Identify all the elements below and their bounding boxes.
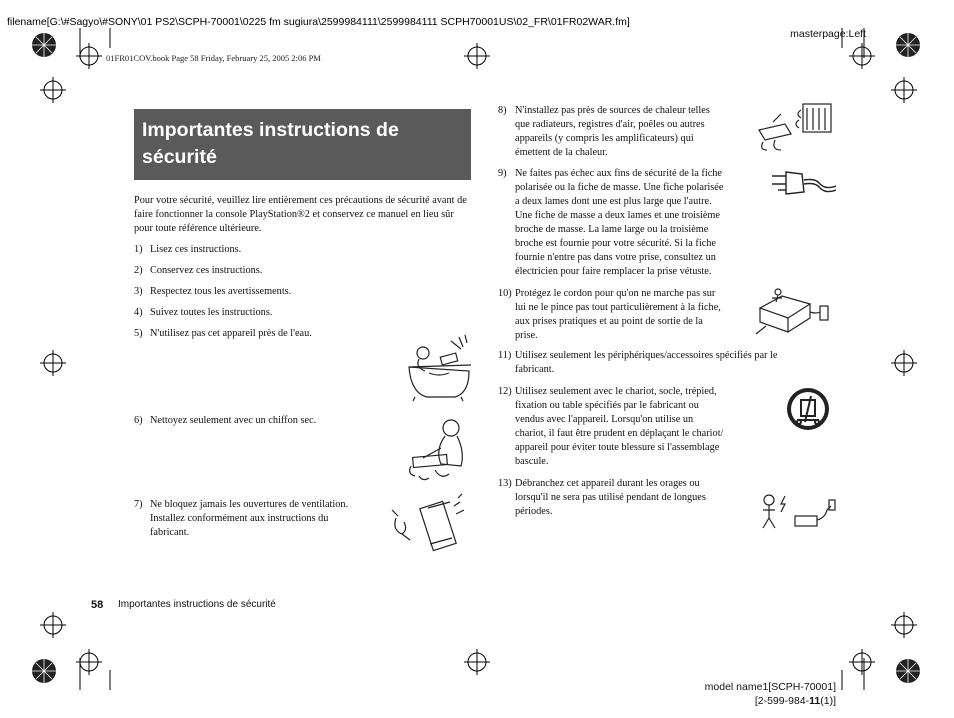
item-line: broche de masse. La lame large ou la troisième xyxy=(515,224,709,235)
item-text: Conservez ces instructions. xyxy=(150,265,263,276)
item-text xyxy=(515,104,743,160)
item-line: lorsqu'il ne sera pas utilisé pendant de longues xyxy=(515,492,706,503)
item-line: Une fiche de masse a deux lames et une troisième xyxy=(515,210,721,221)
item-line: électricien pour faire remplacer la prise vétuste. xyxy=(515,266,712,277)
item-text: Respectez tous les avertissements. xyxy=(150,286,292,297)
item-line: Ne faites pas échec aux fins de sécurité de la fiche xyxy=(515,168,722,179)
list-item xyxy=(498,477,738,522)
section-title-line2: sécurité xyxy=(142,146,217,168)
item-number: 4) xyxy=(134,307,143,318)
list-item xyxy=(498,385,758,473)
cleaning-cloth-illustration xyxy=(405,414,473,486)
model-number-line xyxy=(755,695,836,707)
cart-warning-icon xyxy=(785,386,831,432)
item-line: fixation ou table spécifiés par le fabricant ou xyxy=(515,400,699,411)
section-title-line1: Importantes instructions de xyxy=(142,119,399,141)
item-line: fabricant. xyxy=(150,527,190,538)
item-line: lui ne le pince pas tout particulièrement à la fiche, xyxy=(515,302,721,313)
running-title: Importantes instructions de sécurité xyxy=(118,599,276,610)
model-number-suffix: (1)] xyxy=(820,695,836,707)
list-item xyxy=(498,349,818,379)
section-title xyxy=(134,109,471,180)
item-line: bascule. xyxy=(515,456,549,467)
bathtub-water-illustration xyxy=(405,327,473,402)
item-number: 1) xyxy=(134,244,143,255)
item-text xyxy=(515,349,815,377)
ventilation-illustration xyxy=(388,496,470,556)
item-text xyxy=(150,498,390,540)
item-text xyxy=(515,385,755,469)
item-line: appareil pour éviter toute blessure si l'assemblage xyxy=(515,442,720,453)
model-number-prefix: [2-599-984- xyxy=(754,695,810,707)
item-line: vendus avec l'appareil. Lorsqu'on utilise un xyxy=(515,414,694,425)
item-text: Suivez toutes les instructions. xyxy=(150,307,273,318)
item-line: Utilisez seulement avec le chariot, socle, trépied, xyxy=(515,386,717,397)
item-line: broche est fournie pour votre sécurité. Si la fiche xyxy=(515,238,717,249)
item-line: émettent de la chaleur. xyxy=(515,147,608,158)
lightning-unplug-illustration xyxy=(755,490,837,534)
item-line: fournie n'entre pas dans votre prise, consultez un xyxy=(515,252,716,263)
heater-illustration xyxy=(755,100,837,156)
item-number: 10) xyxy=(498,288,512,299)
item-line: fabricant. xyxy=(515,364,555,375)
item-line: périodes. xyxy=(515,506,553,517)
page-number: 58 xyxy=(91,599,104,611)
item-number: 8) xyxy=(498,105,507,116)
item-line: Installez conformément aux instructions du xyxy=(150,513,329,524)
list-item xyxy=(134,498,384,542)
item-line: polarisée ou la fiche de masse. Une fiche polarisée xyxy=(515,182,724,193)
polarized-plug-illustration xyxy=(768,168,838,200)
cord-protection-illustration xyxy=(752,288,836,336)
item-line: appareils (y compris les amplificateurs) qui xyxy=(515,133,694,144)
model-number-bold: 11 xyxy=(809,695,821,707)
item-number: 9) xyxy=(498,168,507,179)
book-info-line: 01FR01COV.book Page 58 Friday, February 25, 2005 2:06 PM xyxy=(106,53,321,63)
list-item xyxy=(498,167,743,282)
item-number: 3) xyxy=(134,286,143,297)
intro-paragraph: Pour votre sécurité, veuillez lire entièrement ces précautions de sécurité avant de faire fonctionner la console PlayStation®2 et conservez ce manuel en lieu sûr pour toute référence ultérieure. xyxy=(134,195,467,234)
masterpage-label: masterpage:Left xyxy=(790,28,866,40)
item-text xyxy=(515,477,737,519)
list-item xyxy=(498,104,743,164)
item-line: que radiateurs, registres d'air, poêles ou autres xyxy=(515,119,705,130)
item-line: Débranchez cet appareil durant les orages ou xyxy=(515,478,700,489)
item-line: prise. xyxy=(515,330,538,341)
item-line: a deux lames dont une est plus large que l'autre. xyxy=(515,196,712,207)
item-text: Nettoyez seulement avec un chiffon sec. xyxy=(150,415,317,426)
item-number: 5) xyxy=(134,328,143,339)
item-line: chariot, il faut être prudent en déplaçant le chariot/ xyxy=(515,428,724,439)
item-number: 13) xyxy=(498,478,512,489)
item-text: Lisez ces instructions. xyxy=(150,244,242,255)
item-text xyxy=(515,287,745,343)
item-text: N'utilisez pas cet appareil près de l'eau. xyxy=(150,328,312,339)
item-line: aux prises pratiques et au point de sortie de la xyxy=(515,316,703,327)
item-number: 6) xyxy=(134,415,143,426)
item-number: 2) xyxy=(134,265,143,276)
item-line: Ne bloquez jamais les ouvertures de ventilation. xyxy=(150,499,349,510)
model-name-line: model name1[SCPH-70001] xyxy=(704,681,836,693)
item-line: Protégez le cordon pour qu'on ne marche pas sur xyxy=(515,288,716,299)
item-number: 7) xyxy=(134,499,143,510)
item-number: 11) xyxy=(498,350,512,361)
filename-header: filename[G:\#Sagyo\#SONY\01 PS2\SCPH-70001\0225 fm sugiura\2599984111\2599984111 SCPH70001US\02_FR\01FR02WAR.fm] xyxy=(7,16,630,28)
item-line: N'installez pas près de sources de chaleur telles xyxy=(515,105,710,116)
list-item xyxy=(498,287,748,347)
item-text xyxy=(515,167,743,279)
item-number: 12) xyxy=(498,386,512,397)
item-line: Utilisez seulement les périphériques/accessoires spécifiés par le xyxy=(515,350,778,361)
